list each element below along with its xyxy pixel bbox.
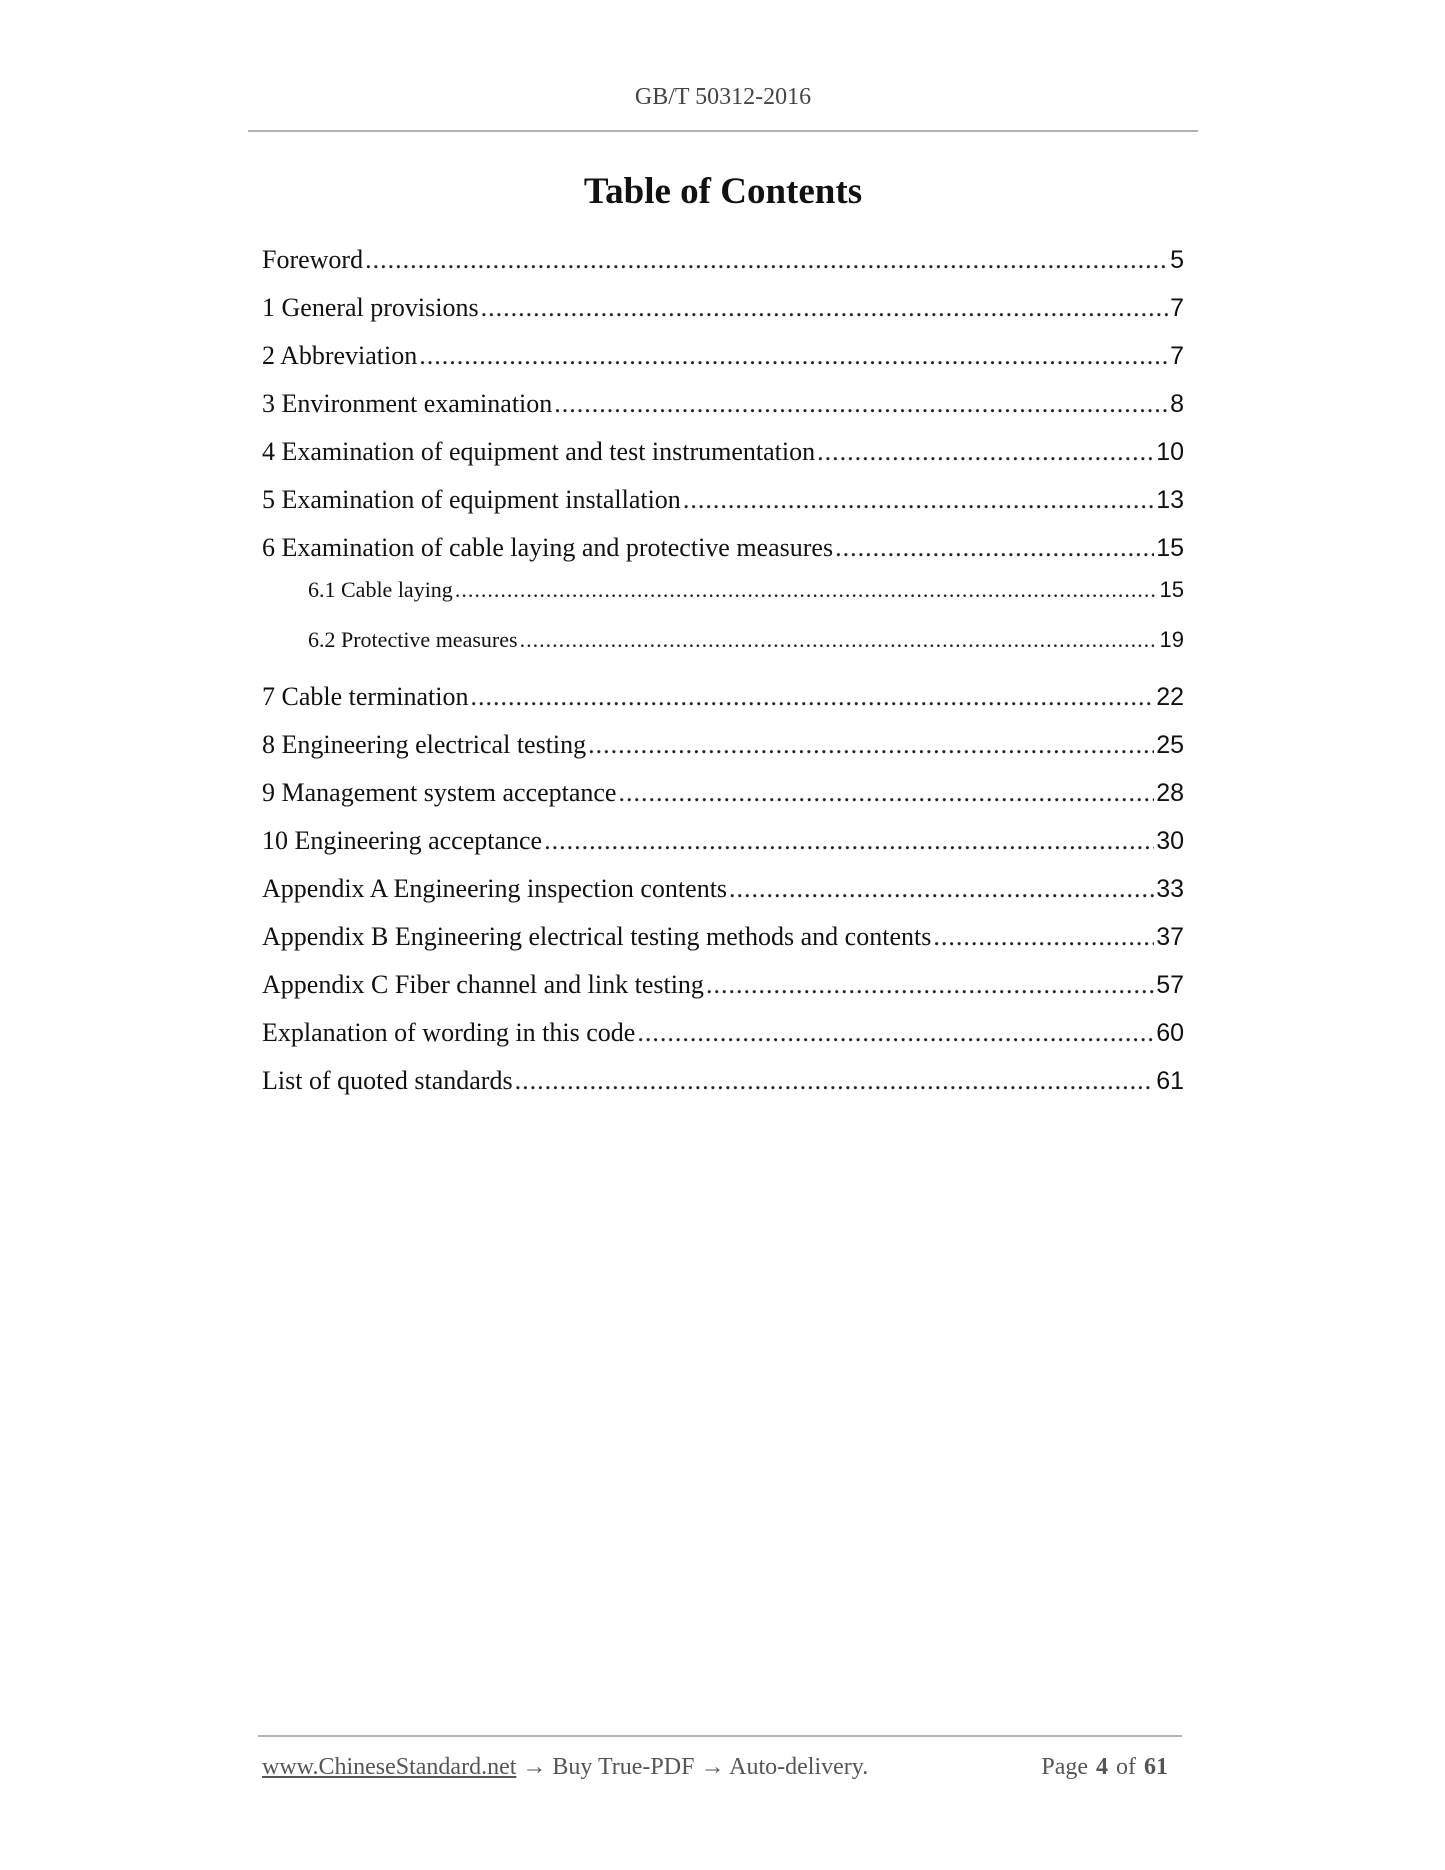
toc-entry-abbreviation[interactable] — [262, 337, 1184, 385]
of-word: of — [1116, 1754, 1136, 1780]
footer-divider — [258, 1735, 1182, 1737]
toc-entry-label: Appendix B Engineering electrical testing methods and contents — [262, 922, 932, 951]
toc-leader-dots — [817, 433, 1154, 471]
toc-entry-page: 15 — [1159, 577, 1184, 602]
toc-entry-label: 2 Abbreviation — [262, 341, 418, 370]
arrow-right-icon: → — [700, 1754, 725, 1780]
toc-entry-equipment-installation[interactable] — [262, 481, 1184, 529]
toc-leader-dots — [365, 241, 1168, 279]
toc-entry-label: Appendix C Fiber channel and link testing — [262, 970, 704, 999]
toc-entry-page: 7 — [1170, 342, 1184, 370]
toc-leader-dots — [729, 870, 1154, 908]
toc-entry-page: 7 — [1170, 294, 1184, 322]
toc-subentry-cable-laying[interactable] — [262, 571, 1184, 621]
toc-entry-management-system[interactable] — [262, 774, 1184, 822]
toc-entry-quoted-standards[interactable] — [262, 1062, 1184, 1110]
toc-entry-engineering-acceptance[interactable] — [262, 822, 1184, 870]
website-link[interactable]: www.ChineseStandard.net — [262, 1754, 517, 1780]
toc-leader-dots — [419, 337, 1168, 375]
toc-title: Table of Contents — [583, 171, 863, 212]
toc-entry-page: 61 — [1156, 1067, 1184, 1095]
toc-subentry-protective-measures[interactable] — [262, 621, 1184, 678]
toc-entry-cable-termination[interactable] — [262, 678, 1184, 726]
toc-entry-appendix-a[interactable] — [262, 870, 1184, 918]
toc-entry-electrical-testing[interactable] — [262, 726, 1184, 774]
toc-leader-dots — [683, 481, 1154, 519]
toc-list — [262, 241, 1184, 1110]
toc-entry-label: Appendix A Engineering inspection contents — [262, 874, 728, 903]
toc-entry-page: 8 — [1170, 390, 1184, 418]
toc-entry-label: List of quoted standards — [262, 1066, 513, 1095]
toc-entry-page: 57 — [1156, 971, 1184, 999]
toc-entry-label: 6.1 Cable laying — [308, 577, 453, 602]
toc-entry-page: 30 — [1156, 827, 1184, 855]
total-pages-number: 61 — [1144, 1754, 1168, 1780]
toc-entry-label: 6.2 Protective measures — [308, 627, 518, 652]
toc-entry-label: Foreword — [262, 245, 364, 274]
toc-entry-page: 25 — [1156, 731, 1184, 759]
toc-entry-page: 10 — [1156, 438, 1184, 466]
page-counter — [1041, 1754, 1176, 1781]
toc-leader-dots — [481, 289, 1168, 327]
toc-entry-general-provisions[interactable] — [262, 289, 1184, 337]
toc-leader-dots — [618, 774, 1154, 812]
toc-entry-label: 4 Examination of equipment and test instrumentation — [262, 437, 816, 466]
toc-entry-label: 6 Examination of cable laying and protective measures — [262, 533, 834, 562]
toc-entry-page: 13 — [1156, 486, 1184, 514]
toc-entry-page: 19 — [1159, 627, 1184, 652]
toc-leader-dots — [554, 385, 1168, 423]
toc-entry-equipment-instrumentation[interactable] — [262, 433, 1184, 481]
auto-delivery-text: Auto-delivery. — [729, 1754, 869, 1780]
toc-leader-dots — [835, 529, 1154, 567]
toc-leader-dots — [588, 726, 1154, 764]
toc-entry-explanation-wording[interactable] — [262, 1014, 1184, 1062]
toc-entry-page: 60 — [1156, 1019, 1184, 1047]
page-footer — [262, 1754, 1182, 1788]
toc-entry-label: 7 Cable termination — [262, 682, 469, 711]
toc-entry-label: 5 Examination of equipment installation — [262, 485, 681, 514]
toc-entry-label: 3 Environment examination — [262, 389, 553, 418]
toc-leader-dots — [706, 966, 1154, 1004]
toc-leader-dots — [471, 678, 1155, 716]
toc-entry-page: 28 — [1156, 779, 1184, 807]
toc-entry-appendix-b[interactable] — [262, 918, 1184, 966]
toc-entry-label: 9 Management system acceptance — [262, 778, 617, 807]
toc-leader-dots — [544, 822, 1154, 860]
page-header: GB/T 50312-2016 — [634, 84, 812, 110]
toc-entry-foreword[interactable] — [262, 241, 1184, 289]
toc-entry-page: 33 — [1156, 875, 1184, 903]
header-divider — [248, 130, 1198, 132]
toc-entry-page: 22 — [1156, 683, 1184, 711]
toc-leader-dots — [637, 1014, 1154, 1052]
arrow-right-icon: → — [522, 1754, 547, 1780]
toc-entry-label: Explanation of wording in this code — [262, 1018, 636, 1047]
page-word: Page — [1041, 1754, 1088, 1780]
toc-leader-dots — [933, 918, 1154, 956]
toc-entry-appendix-c[interactable] — [262, 966, 1184, 1014]
toc-leader-dots — [515, 1062, 1155, 1100]
toc-leader-dots — [455, 571, 1158, 609]
toc-entry-label: 8 Engineering electrical testing — [262, 730, 587, 759]
toc-entry-page: 37 — [1156, 923, 1184, 951]
toc-leader-dots — [520, 621, 1158, 659]
buy-true-pdf-text: Buy True-PDF — [552, 1754, 695, 1780]
toc-entry-page: 5 — [1170, 246, 1184, 274]
toc-entry-page: 15 — [1156, 534, 1184, 562]
toc-entry-cable-laying-protective[interactable] — [262, 529, 1184, 577]
toc-entry-label: 10 Engineering acceptance — [262, 826, 543, 855]
footer-promo — [262, 1754, 868, 1781]
toc-entry-environment-examination[interactable] — [262, 385, 1184, 433]
current-page-number: 4 — [1096, 1754, 1108, 1780]
toc-entry-label: 1 General provisions — [262, 293, 479, 322]
